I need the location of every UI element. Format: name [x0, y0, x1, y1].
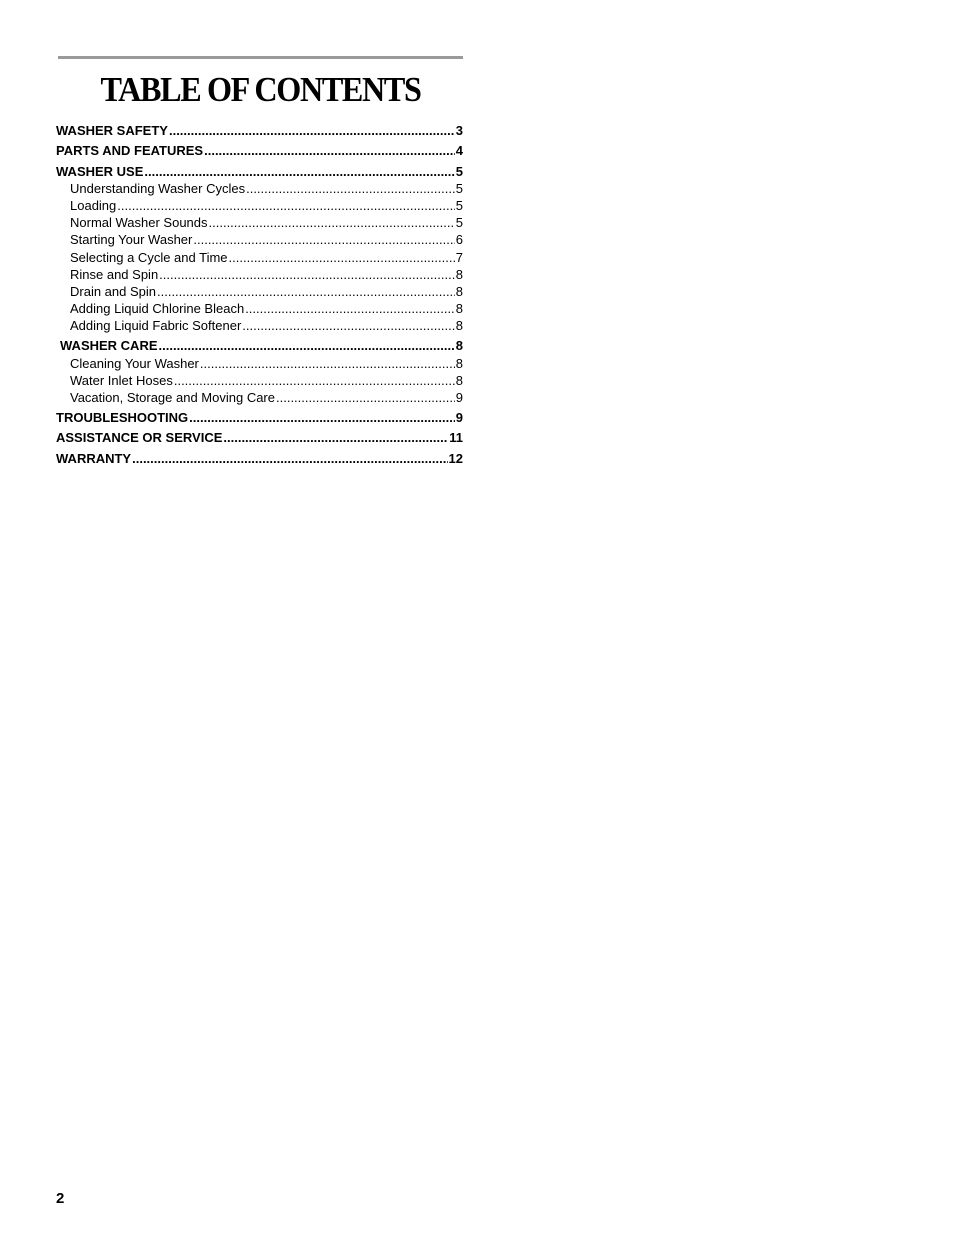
toc-entry-page: 11	[449, 430, 463, 445]
dot-leader	[157, 283, 455, 300]
toc-entry-washer-safety[interactable]	[56, 122, 463, 140]
dot-leader	[246, 180, 455, 197]
dot-leader	[174, 372, 455, 389]
toc-entry-adding-liquid-chlorine-bleach[interactable]	[56, 300, 463, 317]
toc-entry-page: 8	[455, 284, 463, 299]
toc-entry-label: Selecting a Cycle and Time	[70, 250, 228, 265]
dot-leader	[229, 249, 455, 266]
toc-entry-page: 5	[455, 198, 463, 213]
dot-leader	[204, 142, 455, 160]
dot-leader	[132, 450, 447, 468]
dot-leader	[117, 197, 454, 214]
toc-entry-label: Water Inlet Hoses	[70, 373, 173, 388]
toc-entry-label: Drain and Spin	[70, 284, 156, 299]
toc-entry-adding-liquid-fabric-softener[interactable]	[56, 317, 463, 334]
toc-entry-water-inlet-hoses[interactable]	[56, 372, 463, 389]
toc-entry-page: 8	[455, 373, 463, 388]
toc-entry-label: Cleaning Your Washer	[70, 356, 199, 371]
toc-entry-page: 7	[455, 250, 463, 265]
dot-leader	[144, 163, 454, 181]
dot-leader	[159, 337, 455, 355]
toc-entry-selecting-a-cycle-and-time[interactable]	[56, 249, 463, 266]
toc-entry-washer-care[interactable]	[56, 337, 463, 355]
toc-entry-label: Vacation, Storage and Moving Care	[70, 390, 275, 405]
toc-entry-label: Rinse and Spin	[70, 267, 159, 282]
page-number: 2	[56, 1190, 65, 1207]
toc-entry-label: Normal Washer Sounds	[70, 215, 208, 230]
dot-leader	[193, 231, 454, 248]
toc-entry-cleaning-your-washer[interactable]	[56, 355, 463, 372]
toc-entry-understanding-washer-cycles[interactable]	[56, 180, 463, 197]
dot-leader	[189, 409, 455, 427]
toc-entry-page: 9	[455, 390, 463, 405]
toc-entry-page: 8	[455, 318, 463, 333]
toc-entry-page: 5	[455, 164, 463, 179]
dot-leader	[242, 317, 454, 334]
toc-entry-label: TROUBLESHOOTING	[56, 410, 189, 425]
toc-entry-assistance-or-service[interactable]	[56, 429, 463, 447]
toc-entry-troubleshooting[interactable]	[56, 409, 463, 427]
dot-leader	[169, 122, 455, 140]
toc-entry-normal-washer-sounds[interactable]	[56, 214, 463, 231]
dot-leader	[223, 429, 448, 447]
toc-entry-parts-and-features[interactable]	[56, 142, 463, 160]
toc-entry-label: Loading	[70, 198, 117, 213]
toc-entry-label: WARRANTY	[56, 451, 132, 466]
toc-entry-label: PARTS AND FEATURES	[56, 143, 204, 158]
toc-entry-page: 4	[455, 143, 463, 158]
page-title: TABLE OF CONTENTS	[100, 70, 421, 109]
toc-entry-starting-your-washer[interactable]	[56, 231, 463, 248]
toc-entry-page: 6	[455, 232, 463, 247]
toc-entry-label: WASHER CARE	[60, 338, 158, 353]
toc-entry-drain-and-spin[interactable]	[56, 283, 463, 300]
toc-entry-label: ASSISTANCE OR SERVICE	[56, 430, 223, 445]
toc-entry-label: WASHER SAFETY	[56, 123, 168, 138]
dot-leader	[159, 266, 455, 283]
toc-entry-label: WASHER USE	[56, 164, 144, 179]
toc-entry-page: 8	[455, 356, 463, 371]
toc-entry-rinse-and-spin[interactable]	[56, 266, 463, 283]
toc-entry-warranty[interactable]	[56, 450, 463, 468]
title-rule	[58, 56, 463, 59]
dot-leader	[200, 355, 455, 372]
toc-entry-label: Understanding Washer Cycles	[70, 181, 246, 196]
toc-entry-page: 5	[455, 215, 463, 230]
dot-leader	[245, 300, 455, 317]
toc-entry-washer-use[interactable]	[56, 163, 463, 181]
toc-entry-label: Starting Your Washer	[70, 232, 193, 247]
toc-entry-page: 9	[455, 410, 463, 425]
toc-entry-label: Adding Liquid Chlorine Bleach	[70, 301, 245, 316]
toc-entry-page: 3	[455, 123, 463, 138]
toc-entry-page: 8	[455, 338, 463, 353]
toc-entry-label: Adding Liquid Fabric Softener	[70, 318, 242, 333]
toc-entry-page: 8	[455, 267, 463, 282]
dot-leader	[276, 389, 455, 406]
toc-entry-vacation-storage-and-moving-care[interactable]	[56, 389, 463, 406]
toc-entry-loading[interactable]	[56, 197, 463, 214]
toc-entry-page: 5	[455, 181, 463, 196]
toc-entry-page: 8	[455, 301, 463, 316]
dot-leader	[209, 214, 455, 231]
toc-entry-page: 12	[448, 451, 463, 466]
